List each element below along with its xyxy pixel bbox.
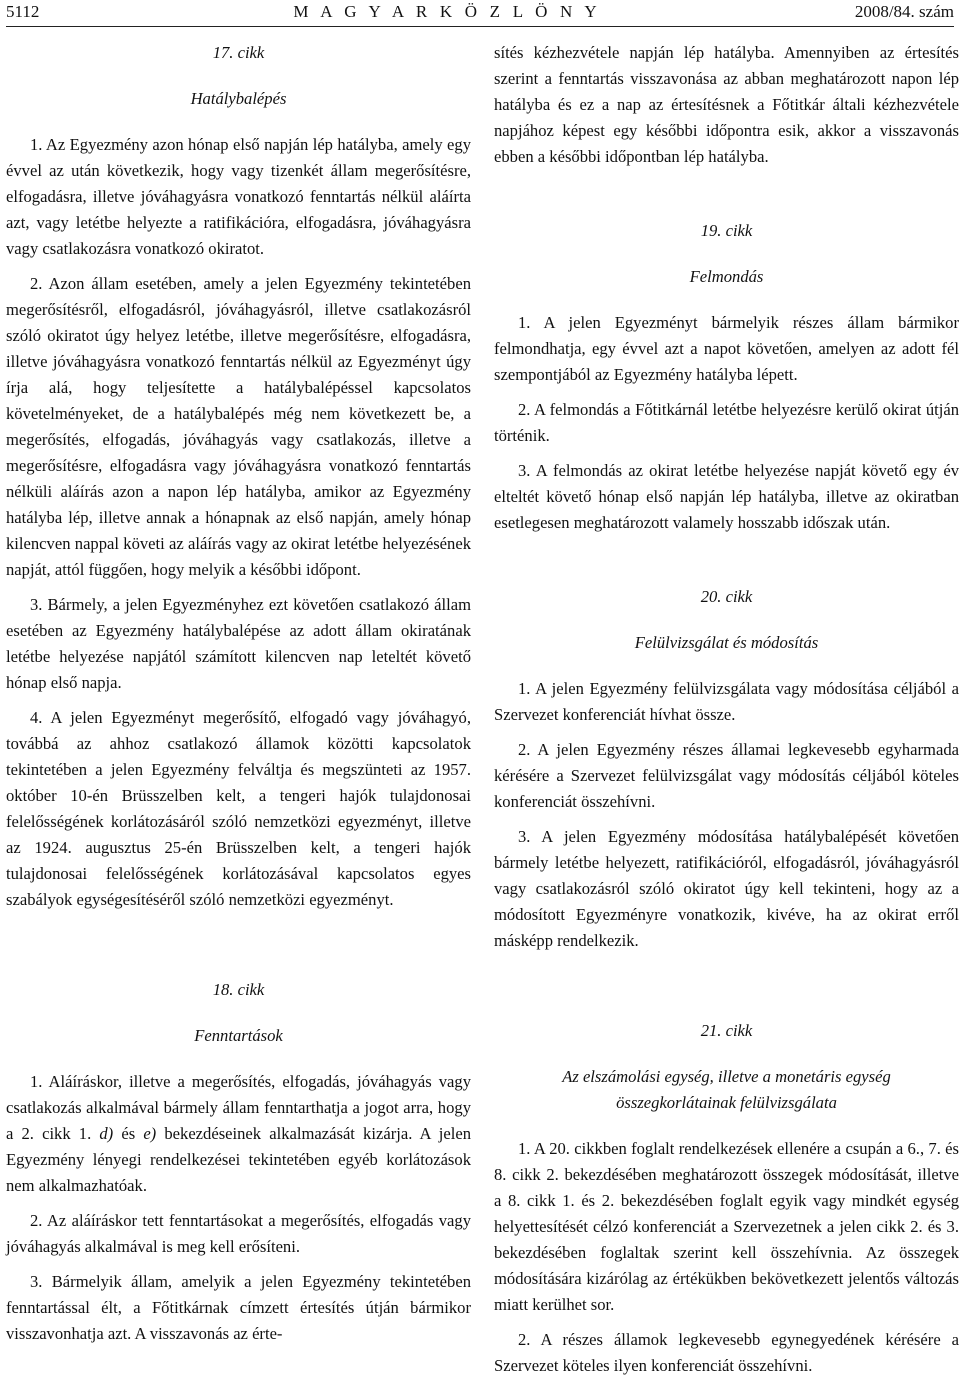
article-18-number: 18. cikk [212, 980, 265, 999]
article-21-number: 21. cikk [700, 1021, 753, 1040]
article-19-title: Felmondás [689, 267, 764, 286]
italic-ref-e: e) [143, 1124, 157, 1143]
issue-number: 2008/84. szám [854, 2, 954, 21]
article-20-paragraph-2: 2. A jelen Egyezmény részes államai legkevesebb egyharmada kérésére a Szervezet felülvizsgálat vagy módosítás céljából köteles konferenciát összehívni. [494, 740, 959, 811]
article-21-paragraph-2: 2. A részes államok legkevesebb egynegyedének kérésére a Szervezet köteles ilyen konferenciát összehívni. [494, 1330, 959, 1375]
article-19-number: 19. cikk [700, 221, 753, 240]
article-18-paragraph-1 [6, 1069, 471, 1199]
article-20-paragraph-3: 3. A jelen Egyezmény módosítása hatálybalépését követően bármely letétbe helyezett, ratifikációról, elfogadásról, jóváhagyásról vagy csatlakozásról szóló okiratot úgy kell tekinteni, hogy az a módosított Egyezményre vonatkozik, kivéve, ha az okirat erről másképp rendelkezik. [494, 827, 959, 950]
article-21-paragraph-1: 1. A 20. cikkben foglalt rendelkezések ellenére a csupán a 6., 7. és 8. cikk 2. bekezdésében meghatározott összegek módosítását, illetve a 8. cikk 1. és 2. bekezdésében foglalt egyik vagy mindkét egység helyettesítését célzó konferenciát a Szervezetnek a jelen cikk 2. és 3. bekezdésében foglaltak szerint kell összehívnia. Az összegek módosítására kizárólag az értékükben bekövetkezett jelentős változás miatt kerülhet sor. [494, 1139, 959, 1314]
article-17-paragraph-4: 4. A jelen Egyezményt megerősítő, elfogadó vagy jóváhagyó, továbbá az ahhoz csatlakozó államok közötti kapcsolatok tekintetében a jelen Egyezmény felváltja és megszünteti az 1957. október 10-én Brüsszelben kelt, a tengeri hajók tulajdonosai felelősségének korlátozásáról szóló nemzetközi egyezményt, illetve az 1924. augusztus 25-én Brüsszelben kelt, a tengeri hajók tulajdonosai felelősségének korlátozásával kapcsolatos egyes szabályok egységesítéséről szóló nemzetközi egyezményt. [6, 708, 471, 909]
article-20-paragraph-1: 1. A jelen Egyezmény felülvizsgálata vagy módosítása céljából a Szervezet konferenciát hívhat össze. [494, 679, 959, 724]
article-19-paragraph-3: 3. A felmondás az okirat letétbe helyezése napját követő egy év elteltét követő hónap első napján lép hatályba, illetve az okiratban esetlegesen meghatározott valamely hosszabb időszak után. [494, 461, 959, 532]
article-18-title: Fenntartások [194, 1026, 283, 1045]
italic-ref-d: d) [99, 1124, 114, 1143]
article-18-paragraph-3: 3. Bármelyik állam, amelyik a jelen Egyezmény tekintetében fenntartással élt, a Főtitkárnak címzett értesítés útján bármikor visszavonhatja azt. A visszavonás az érte- [6, 1272, 471, 1343]
page-header [6, 2, 954, 26]
left-column [6, 40, 471, 1347]
article-17-paragraph-2: 2. Azon állam esetében, amely a jelen Egyezmény tekintetében megerősítésről, elfogadásról, jóváhagyásról, illetve csatlakozásról szóló okiratot úgy helyez letétbe, illetve megerősítésre, elfogadásra, illetve jóváhagyásra vonatkozó fenntartás nélkül az Egyezményt úgy írja alá, hogy teljesítette a hatálybalépéssel kapcsolatos követelményeket, de a hatálybalépés még nem következett be, a megerősítés, elfogadás, jóváhagyás vagy csatlakozás, illetve a megerősítésre, elfogadásra vagy jóváhagyásra vonatkozó fenntartás nélküli aláírás azon a napon lép hatályba, amikor az Egyezmény hatályba lép, illetve annak a hónapnak az első napján, amely hónap kilencven nappal követi az aláírás vagy az okirat letétbe helyezésének napját, attól függően, hogy melyik a későbbi időpont. [6, 274, 471, 579]
article-19-paragraph-1: 1. A jelen Egyezményt bármelyik részes állam bármikor felmondhatja, egy évvel azt a napot követően, amelyen az adott fél szempontjából az Egyezmény hatályba lépett. [494, 313, 959, 384]
article-18-paragraph-3-continued: sítés kézhezvétele napján lép hatályba. Amennyiben az értesítés szerint a fenntartás visszavonása az abban meghatározott napon lép hatályba és ez a nap az értesítésnek a Főtitkár általi kézhezvétele napjához képest egy későbbi időpontra esik, akkor a visszavonás ebben a későbbi időpontban lép hatályba. [494, 43, 959, 166]
article-17-title: Hatálybalépés [190, 89, 287, 108]
text-run: 1. Aláíráskor, illetve a megerősítés, elfogadás, jóváhagyás vagy csatlakozás alkalmával bármely állam fenntarthatja a jogot arra, hogy a 2. cikk 1. [6, 1072, 471, 1143]
article-20-number: 20. cikk [700, 587, 753, 606]
page-number: 5112 [6, 2, 40, 21]
article-17-number: 17. cikk [212, 43, 265, 62]
article-20-title: Felülvizsgálat és módosítás [634, 633, 819, 652]
article-17-paragraph-3: 3. Bármely, a jelen Egyezményhez ezt követően csatlakozó állam esetében az Egyezmény hatálybalépése az adott állam okiratának letétbe helyezése napjától számított kilencven nap leteltét követő hónap első napja. [6, 595, 471, 692]
article-19-paragraph-2: 2. A felmondás a Főtitkárnál letétbe helyezésre kerülő okirat útján történik. [494, 400, 959, 445]
header-rule [6, 26, 954, 27]
text-run: bekezdéseinek alkalmazását kizárja. A jelen Egyezmény lényegi rendelkezései tekintetében egyéb korlátozások nem alkalmazhatóak. [6, 1124, 472, 1195]
article-17-paragraph-1: 1. Az Egyezmény azon hónap első napján lép hatályba, amely egy évvel az után következik, hogy vagy tizenkét állam megerősítésre, elfogadásra, illetve jóváhagyásra vonatkozó fenntartás nélkül aláírta azt, vagy letétbe helyezte a ratifikációra, elfogadásra, jóváhagyásra vagy csatlakozásra vonatkozó okiratot. [6, 135, 471, 258]
publication-title: M A G Y A R K Ö Z L Ö N Y [293, 2, 601, 21]
article-18-paragraph-2: 2. Az aláíráskor tett fenntartásokat a megerősítés, elfogadás vagy jóváhagyás alkalmával is meg kell erősíteni. [6, 1211, 471, 1256]
text-run: és [113, 1124, 144, 1143]
article-21-title: Az elszámolási egység, illetve a monetáris egység összegkorlátainak felülvizsgálata [562, 1067, 891, 1112]
right-column [494, 40, 959, 1379]
